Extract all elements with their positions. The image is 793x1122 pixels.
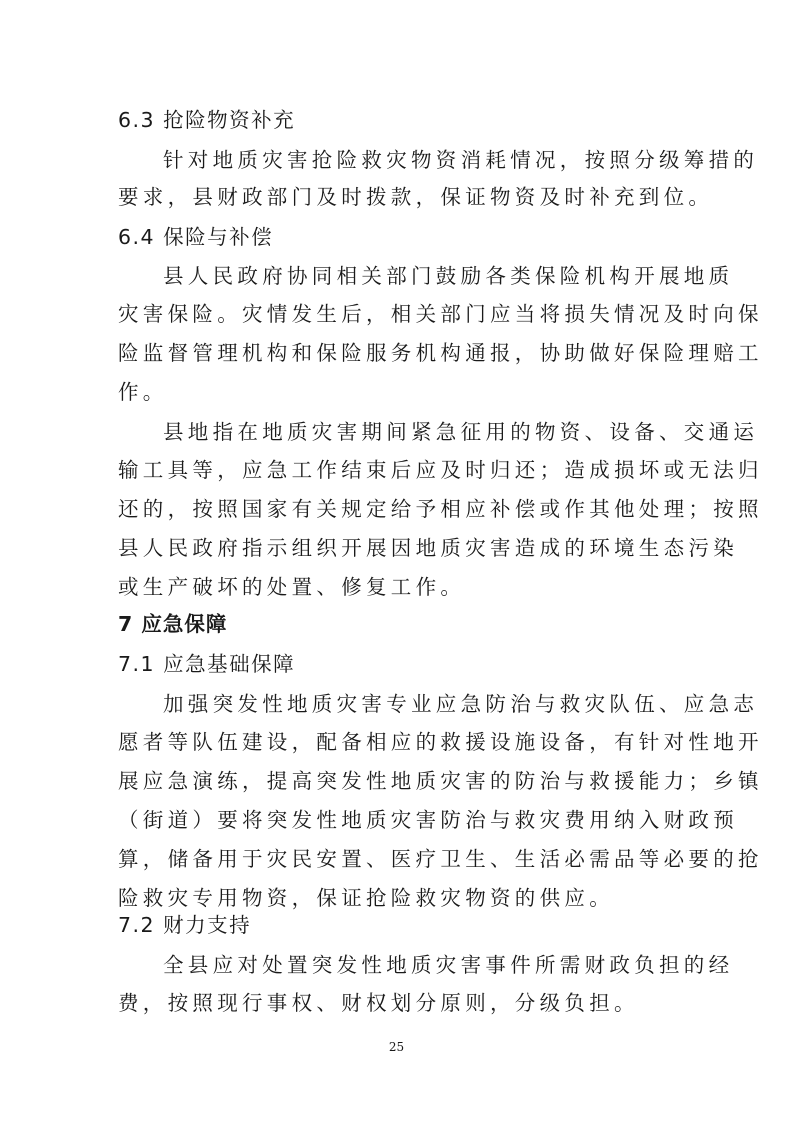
paragraph-line: 或生产破坏的处置、修复工作。	[118, 575, 466, 599]
paragraph-line: 作。	[118, 380, 168, 404]
paragraph-line: 全县应对处置突发性地质灾害事件所需财政负担的经	[163, 953, 734, 977]
paragraph-line: （街道）要将突发性地质灾害防治与救灾费用纳入财政预	[118, 808, 738, 832]
paragraph-line: 费，按照现行事权、财权划分原则，分级负担。	[118, 991, 639, 1015]
paragraph-line: 输工具等，应急工作结束后应及时归还；造成损坏或无法归	[118, 458, 763, 482]
paragraph-line: 灾害保险。灾情发生后，相关部门应当将损失情况及时向保	[118, 302, 763, 326]
paragraph-line: 还的，按照国家有关规定给予相应补偿或作其他处理；按照	[118, 497, 763, 521]
paragraph-line: 险监督管理机构和保险服务机构通报，协助做好保险理赔工	[118, 341, 763, 365]
paragraph-line: 险救灾专用物资，保证抢险救灾物资的供应。	[118, 886, 614, 910]
chapter-heading-7: 7 应急保障	[118, 612, 228, 636]
paragraph-line: 愿者等队伍建设，配备相应的救援设施设备，有针对性地开	[118, 730, 763, 754]
section-heading-6-4: 6.4 保险与补偿	[118, 225, 274, 249]
paragraph-line: 县人民政府指示组织开展因地质灾害造成的环境生态污染	[118, 536, 738, 560]
section-heading-7-1: 7.1 应急基础保障	[118, 652, 296, 676]
section-heading-6-3: 6.3 抢险物资补充	[118, 108, 296, 132]
page-number: 25	[388, 1040, 405, 1054]
paragraph-line: 针对地质灾害抢险救灾物资消耗情况，按照分级筹措的	[163, 148, 759, 172]
paragraph-line: 要求，县财政部门及时拨款，保证物资及时补充到位。	[118, 185, 714, 209]
paragraph-line: 县人民政府协同相关部门鼓励各类保险机构开展地质	[163, 264, 734, 288]
paragraph-line: 加强突发性地质灾害专业应急防治与救灾队伍、应急志	[163, 692, 759, 716]
paragraph-line: 县地指在地质灾害期间紧急征用的物资、设备、交通运	[163, 420, 759, 444]
paragraph-line: 展应急演练，提高突发性地质灾害的防治与救援能力；乡镇	[118, 769, 763, 793]
section-heading-7-2: 7.2 财力支持	[118, 913, 252, 937]
paragraph-line: 算，储备用于灾民安置、医疗卫生、生活必需品等必要的抢	[118, 847, 763, 871]
